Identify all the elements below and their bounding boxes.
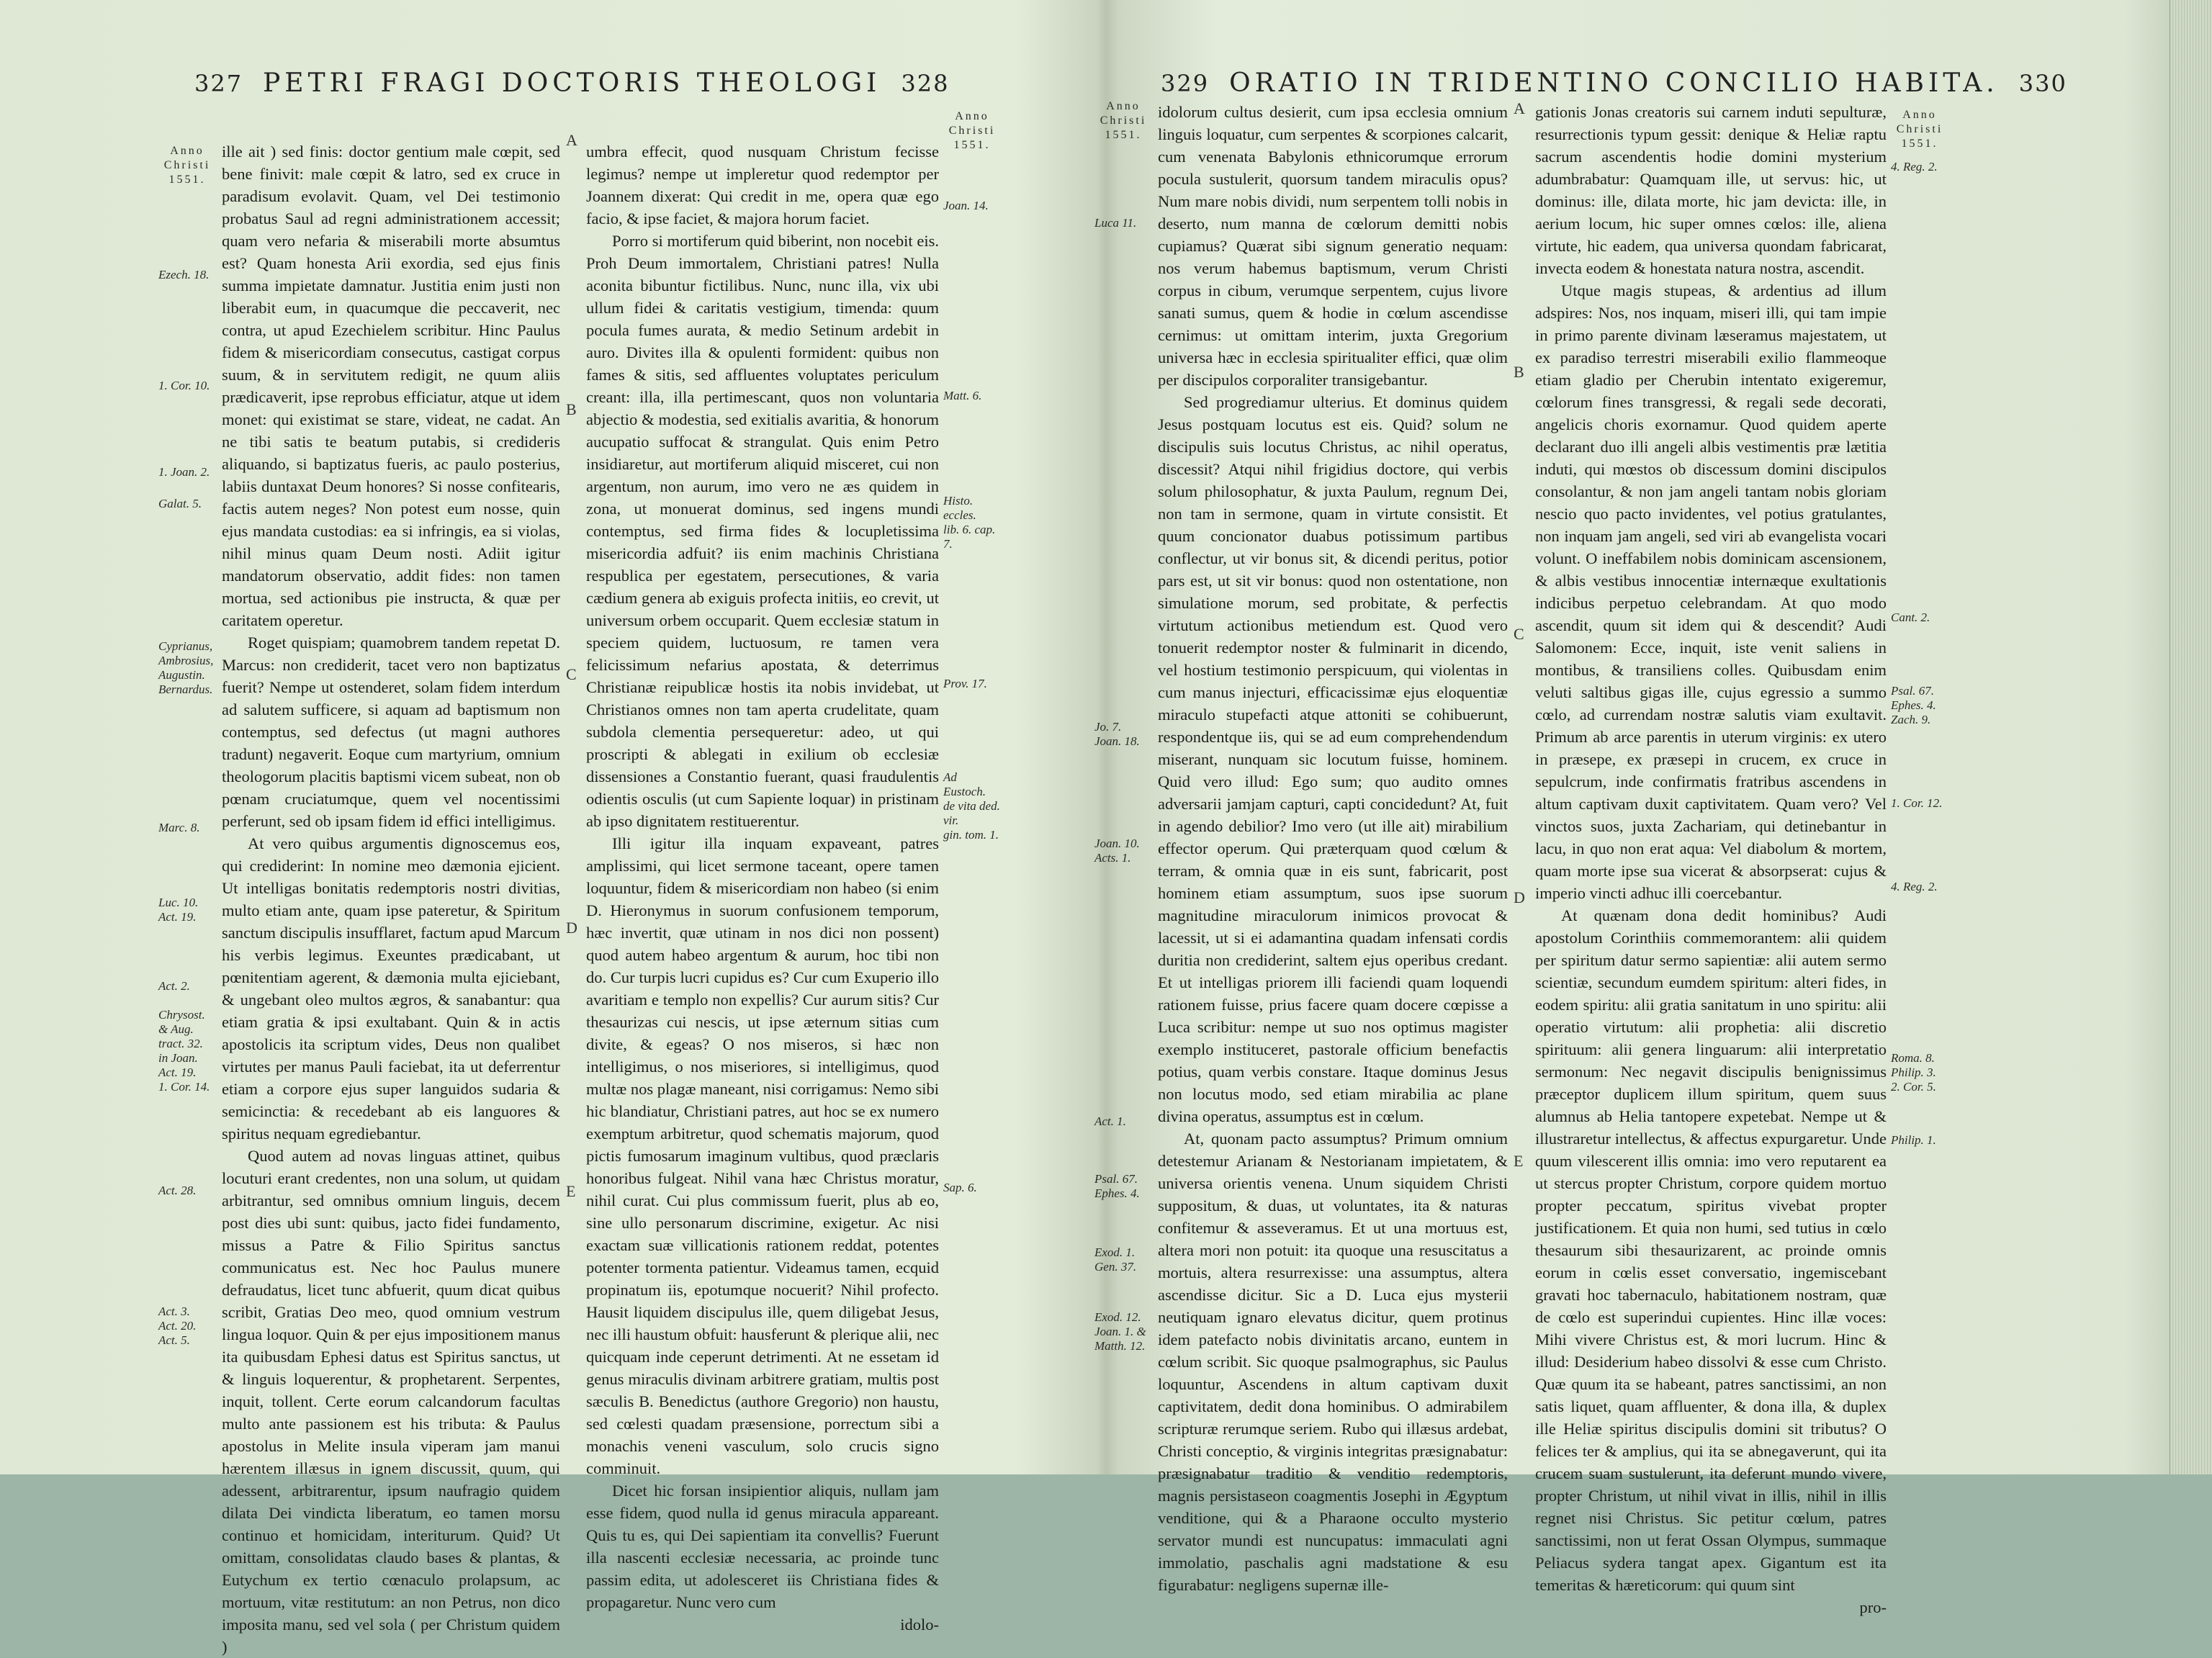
- paragraph: ille ait ) sed finis: doctor gentium male cœpit, sed bene finivit: male cœpit & latro, sed ex cruce in paradisum evolavit. Quam, vel Dei testimonio probatus Saul ad regni administrationem accessit; quam vero nefaria & miserabili morte absumtus est? Quam honesta Arii exordia, sed ejus finis summa impietate damnatur. Justitia enim justi non liberabit eum, in quacumque die peccaverit, nec contra, ut apud Ezechielem scribitur. Hinc Paulus fidem & misericordiam consecutus, castigat corpus suum, & in servitutem redigit, ne quum aliis prædicaverit, ipse reprobus efficiatur, atque ut idem monet: qui existimat se stare, videat, ne cadat. An ne tibi satis te beatum putabis, si credideris aliquando, si baptizatus fueris, ac paulo posterius, labiis duntaxat Deum honores? Si nosse confitearis, factis autem neges? Non potest eum nosse, quin ejus mandata custodias: ea si infringis, ea si violas, nihil minus quam Deum nosti. Adiit igitur mandatorum observatio, addit fides: non tamen mortua, sed actionibus pie instructa, & quæ per caritatem operetur.: [222, 143, 560, 629]
- margin-note: Luca 11.: [1094, 216, 1137, 230]
- section-letter: A: [1514, 99, 1525, 117]
- margin-note: 1. Cor. 12.: [1891, 796, 1943, 810]
- page-fore-edge: [2170, 0, 2212, 1474]
- margin-note: 1. Cor. 10.: [158, 379, 210, 392]
- page-number: 328: [901, 70, 950, 97]
- section-letter: C: [566, 665, 577, 683]
- margin-note: Jo. 7. Joan. 18.: [1094, 720, 1140, 748]
- section-letter: C: [1514, 625, 1524, 643]
- section-letter: B: [566, 400, 577, 418]
- paragraph: At vero quibus argumentis dignoscemus eos, qui crediderint: In nomine meo dæmonia ejicient. Ut intelligas bonitatis redemptoris nostri divitias, multo etiam ante, quam ipse pateretur, & Spiritum sanctum discipulis insufflaret, factum apud Marcum his verbis legimus. Exeuntes prædicabant, ut pœnitentiam agerent, & dæmonia multa ejiciebant, & ungebant oleo multos ægros, & sanabantur: qua etiam gratia & ipsi exultabant. Quin & in actis apostolicis ita scriptum vides, Deus non qualibet virtutes per manus Pauli faciebat, ita ut deferrentur etiam a corpore ejus super languidos sudaria & semicinctia: & recedebant ab eis languores & spiritus nequam egrediebantur.: [222, 834, 560, 1143]
- year-note: Anno Christi 1551.: [948, 110, 996, 151]
- margin-note: Exod. 1. Gen. 37.: [1094, 1245, 1137, 1274]
- year-note: Anno Christi 1551.: [1100, 100, 1147, 141]
- page-number: 329: [1161, 70, 1210, 97]
- section-letter: E: [1514, 1152, 1524, 1170]
- margin-notes-outer: [1891, 0, 1956, 1474]
- catchword: pro-: [1859, 1598, 1887, 1616]
- catchword: idolo-: [900, 1616, 939, 1634]
- text-column-1: [1158, 101, 1508, 1594]
- margin-note: Matt. 6.: [943, 389, 982, 402]
- section-letter: A: [566, 131, 577, 149]
- paragraph: At, quonam pacto assumptus? Primum omnium detestemur Arianam & Nestorianam impietatem, & universa orientis venena. Unum siquidem Christi suppositum, & duas, ut voluntates, ita & naturas confitemur & asseveramus. Et ut una mortuus est, altera mori non potuit: ita quoque una resuscitatus a mortuis, altera resurrexisse: una assumptus, altera ascendisse dicitur. Sic a D. Luca ejus mysterii neutiquam ignaro elevatus dicitur, quem protinus idem patefacto nobis divinitatis arcano, euntem in cœlum scribit. Sic quoque psalmographus, sic Paulus loquuntur, Ascendens in altum captivam duxit captivitatem, dedit dona hominibus. O admirabilem scripturæ rerumque seriem. Rubo qui illæsus ardebat, Christi conceptio, & virginis integritas præsignabatur: præsignabatur traditio & venditio redemptoris, magnis persistaseon coagmentis Josephi in Ægyptum venditione, qui & a Pharaone occulto mysterio servator mundi est nuncupatus: immaculati agni immolatio, paschalis agni madstatione & esu figurabatur: negligens supernæ ille-: [1158, 1130, 1508, 1594]
- year-note: Anno Christi 1551.: [163, 145, 211, 186]
- paragraph: Illi igitur illa inquam expaveant, patres amplissimi, qui licet sermone taceant, opere tamen loquuntur, fidem & misericordiam non habeo (si enim D. Hieronymus in suorum confusionem temporum, hæc invertit, quæ utinam in nos dici non possent) quod autem habeo argentum & aurum, hoc tibi non do. Cur turpis lucri cupidus es? Cur cum Exuperio illo avaritiam e templo non expellis? Cur aurum sitis? Cur thesaurizas cui nescis, ut ipse æternum sitias cum divite, & egeas? O nos miseros, si hæc non intelligimus, o nos miseriores, si intelligimus, quod multæ nos plagæ maneant, nisi corrigamus: Nemo sibi hic blandiatur, Christiani patres, aut hoc se ex numero exemptum arbitretur, quod schematis majorum, quod pictis fumosarum imaginum vultibus, quod præclaris honoribus fulgeat. Nihil vana hæc Christus moratur, nihil curat. Cui plus commissum fuerit, plus ab eo, sine ullo personarum discrimine, exigetur. Ac nisi exactam suæ villicationis rationem reddat, potentes potenter tormenta patientur. Videamus tamen, ecquid propinatum iis, epotumque nocuerit? Nihil profecto. Hausit liquidem discipulus ille, quem diligebat Jesus, nec illi haustum obfuit: hausferunt & plerique alii, nec quicquam inde ceperunt detrimenti. At ne essetam id genus miraculis divinam arbitrere gratiam, multis post sæculis B. Benedictus (authore Gregorio) non haustu, sed cœlesti quadam præsensione, porrectum sibi a monachis veneni vasculum, solo crucis signo comminuit.: [586, 834, 939, 1477]
- margin-note: Ad Eustoch. de vita ded. vir. gin. tom. 1.: [943, 770, 1000, 842]
- margin-note: Luc. 10. Act. 19.: [158, 896, 199, 924]
- running-title: ORATIO IN TRIDENTINO CONCILIO HABITA.: [1229, 68, 1999, 98]
- margin-note: Joan. 14.: [943, 199, 989, 212]
- margin-note: Ezech. 18.: [158, 268, 210, 281]
- left-page: [0, 0, 1066, 1656]
- section-letter: B: [1514, 363, 1524, 381]
- page-number: 330: [2018, 70, 2067, 97]
- margin-note: Psal. 67. Ephes. 4. Zach. 9.: [1891, 684, 1936, 726]
- text-column-2: [1535, 101, 1887, 1616]
- paragraph: Quod autem ad novas linguas attinet, quibus locuturi erant credentes, non una solum, ut quidam arbitrantur, sed omnibus omnium linguis, decem post dies ubi sunt: quibus, jacto fidei fundamento, missus a Patre & Filio Spiritus sanctus communicatus est. Nec hoc Paulus munere defraudatus, licet tunc abfuerit, quum dicat quibus scribit, Gratias Deo meo, quod omnium vestrum lingua loquor. Quin & per ejus impositionem manus ita quibusdam Ephesi datus est Spiritus sanctus, ut & linguis loquerentur, & prophetarent. Serpentes, inquit, tollent. Certe eorum calcandorum facultas multo ante passionem est his tributa: & Paulus apostolus in Melite insula viperam jam manui hærentem illæsus in ignem discussit, quum, qui adessent, arbitrarentur, ipsum naufragio quidem dilata Dei vindicta liberatum, eo tamen morsu continuo et homicidam, interiturum. Quid? Ut omittam, consolidatas claudo bases & plantas, & Eutychum ex tertio cœnaculo prolapsum, ac mortuum, vitæ restitutum: an non Petrus, non dico imposita manu, sed vel sola ( per Christum quidem ): [222, 1147, 560, 1656]
- margin-note: Act. 28.: [158, 1184, 197, 1197]
- margin-note: Chrysost. & Aug. tract. 32. in Joan. Act. 19. 1. Cor. 14.: [158, 1008, 210, 1094]
- section-letter: D: [566, 919, 577, 937]
- paragraph: Porro si mortiferum quid biberint, non nocebit eis. Proh Deum immortalem, Christiani patres! Nulla aconita bibuntur fictilibus. Nunc, nunc illa, vix ubi ullum fidei & caritatis vestigium, timenda: quum pocula fumes aurata, & medio Setinum ardebit in auro. Divites illa & opulenti formident: quibus non fames & sitis, sed affluentes voluptates periculum creant: illa, illa pertimescant, quos non voluntaria abjectio & modestia, sed exitialis avaritia, & honorum aucupatio suffocat & strangulat. Quis enim Petro insidiaretur, aut mortiferum aliquid misceret, cui non argentum, non aurum, imo vero ne æs quidem in zona, ut monuerat dominus, sed ingens mundi contemptus, sed firma fides & locupletissima misericordia adfuit? iis enim machinis Christiana respublica per egestatem, persecutiones, & varia cædium genera ab exiguis profecta initiis, eo crevit, ut universum orbem occuparit. Quem ecclesiæ statum in speciem quidem, luctuosum, re tamen vera felicissimum nefarius apostata, & deterrimus Christianæ reipublicæ hostis ita nobis invidebat, ut Christianos omnes non tam aperta crudelitate, quam subdola clementia persequeretur: adeo, ut qui proscripti & ablegati in exilium ob ecclesiæ dissensiones a Constantio fuerant, quasi fraudulentis odientis osculis (ut cum Sapiente loquar) in pristinam ab ipso dignitatem restituerentur.: [586, 232, 939, 830]
- margin-note: 1. Joan. 2.: [158, 465, 210, 479]
- paragraph: Sed progrediamur ulterius. Et dominus quidem Jesus postquam locutus est eis. Quid? solum ne discipulis suis locutus Christus, ac nihil operatus, discessit? Atqui nihil frigidius doctore, qui verbis solum philosophatur, & juxta Paulum, regnum Dei, non tam in sermone, quam in virtute consistit. Et quum concionator duabus potissimum partibus conflectur, ut vir bonus sit, & dicendi peritus, potior pars est, ut sit vir bonus: quod non ostentatione, non simulatione morum, sed probitate, & perfectis virtutum actionibus metiendum est. Quod vero tonuerit redemptor noster & fulminarit in dicendo, vel hostium testimonio perspicuum, qui violentas in cum manus injecturi, efficacissimæ ejus eloquentiæ miraculo stupefacti atque attoniti se cohibuerunt, respondentque iis, qui se ad eum comprehendendum miserant, nunquam sic locutum fuisse, hominem. Quid vero illud: Ego sum; quo audito omnes adversarii jamjam capturi, capti concidedunt? At, fuit in agendo debilior? Imo vero (ut ille ait) mirabilium effector operum. Qui præterquam quod cœlum & terram, & omnia quæ in eis sunt, fabricarit, post hominem etiam assumptum, suos ipse suorum magnitudine miraculorum inimicos provocat & lacessit, ut si ei adamantina quadam infensati cordis duritia non crediderint, saltem ejus operibus credant. Et ut intelligas priorem illi faciendi quam loquendi rationem fuisse, prius facere quam docere cœpisse a Luca scribitur: nempe ut suo nos optimus magister exemplo instituceret, pastorale officium benefactis potius, quam verbis constare. Itaque dominus Jesus non locutus modo, sed etiam mirabilia ac plane divina operatus, assumptus est in cœlum.: [1158, 393, 1508, 1125]
- margin-note: Marc. 8.: [158, 821, 200, 834]
- margin-note: Roma. 8. Philip. 3. 2. Cor. 5.: [1891, 1051, 1936, 1094]
- margin-note: Philip. 1.: [1891, 1133, 1936, 1147]
- margin-note: Cant. 2.: [1891, 611, 1930, 624]
- running-title: PETRI FRAGI DOCTORIS THEOLOGI: [263, 68, 881, 98]
- paragraph: umbra effecit, quod nusquam Christum fecisse legimus? nempe ut impleretur quod redemptor per Joannem dixerat: Qui credit in me, opera quæ ego facio, & ipse faciet, & majora horum faciet.: [586, 143, 939, 227]
- running-header-left: [194, 68, 949, 112]
- margin-note: Joan. 10. Acts. 1.: [1094, 837, 1140, 865]
- paragraph: Dicet hic forsan insipientior aliquis, nullam jam esse fidem, quod nulla id genus miracula appareant. Quis tu es, qui Dei sapientiam ita convellis? Fuerunt illa nascenti ecclesiæ necessaria, ac proinde tunc passim edita, ut adolesceret iis Christiana fides & propagaretur. Nunc vero cum: [586, 1482, 939, 1611]
- margin-note: 4. Reg. 2.: [1891, 880, 1938, 893]
- margin-note: 4. Reg. 2.: [1891, 160, 1938, 174]
- text-column-2: [586, 140, 939, 1634]
- paragraph: Roget quispiam; quamobrem tandem repetat D. Marcus: non crediderit, tacet vero non baptizatus fuerit? Nempe ut ostenderet, solam fidem interdum ad salutem sufficere, si aquam ad baptismum non contemptus, sed defectus (ut magni authores tradunt) negaverit. Eoque cum martyrium, omnium theologorum placitis baptismi vicem subeat, non ob pœnam cruciatumque, quem vel nocentissimi perferunt, sed ob ipsam fidem id effici intelligimus.: [222, 634, 560, 830]
- paragraph: idolorum cultus desierit, cum ipsa ecclesia omnium linguis loquatur, cum serpentes & scorpiones calcarit, cum venenata Babylonis ethnicorumque errorum pocula sustulerit, quorsum tandem miraculis opus? Num mare nobis dividi, num serpentem tolli nobis in deserto, num manna de cœlorum demitti nobis cupiamus? Quærat sibi signum generatio nequam: nos verum habemus baptismum, verum Christi corpus in cibum, verumque serpentem, cujus livore sanati sumus, quem & hodie in cœlum ascendisse cernimus: ut omittam interim, juxta Gregorium universa hæc in ecclesia spiritualiter effici, quæ olim per discipulos corporaliter transigebantur.: [1158, 103, 1508, 389]
- margin-notes-inner: [1094, 0, 1159, 1474]
- section-letter: D: [1514, 888, 1525, 906]
- margin-note: Prov. 17.: [943, 677, 987, 690]
- paragraph: Utque magis stupeas, & ardentius ad illum adspires: Nos, nos inquam, miseri illi, qui tam impie in primo parente divinam læseramus majestatem, ut ex paradiso terrestri miserabili exilio flammeoque etiam gladio per Cherubin intentato exigeremur, cœlorum fines transgressi, & regali sede decorati, angelicis choris exornamur. Quod quidem aperte declarant duo illi angeli albis vestimentis præ lætitia induti, qui mœstos ob discessum domini discipulos consolantur, & non jam angeli tantam nobis gloriam nescio quo pacto invidentes, vel potius gratulantes, non inquam jam angeli, sed viri ab evangelista vocari volunt. O ineffabilem nobis dominicam ascensionem, & albis vestibus innocentiæ internæque exultationis indicibus perpetuo celebrandam. At quo modo ascendit, quum sit idem qui & descendit? Audi Salomonem: Ecce, inquit, iste venit saliens in montibus, & transiliens colles. Quibusdam enim veluti saltibus gigas ille, cujus egressio a summo cœlo, ad currendam nostræ salutis viam exultavit. Primum ab arce parentis in uterum virginis: ex utero in præsepe, ex præsepi in crucem, ex cruce in sepulcrum, inde confirmatis fratribus ascendens in altum captivam duxit captivitatem. Quam vero? Vel vinctos suos, juxta Zachariam, qui detinebantur in lacu, in quo non erat aqua: Vel diabolum & mortem, quam morte ipse sua vicerat & absorpserat: cujus & imperio vincti adhuc illi coercebantur.: [1535, 281, 1887, 902]
- margin-notes-outer: [158, 0, 223, 1474]
- margin-note: Sap. 6.: [943, 1181, 977, 1194]
- margin-note: Exod. 12. Joan. 1. & Matth. 12.: [1094, 1310, 1146, 1353]
- margin-note: Act. 1.: [1094, 1114, 1126, 1128]
- right-page: [1094, 0, 2167, 1616]
- margin-note: Cyprianus, Ambrosius, Augustin. Bernardus.: [158, 639, 214, 696]
- section-letter: E: [566, 1182, 576, 1200]
- margin-note: Act. 2.: [158, 979, 190, 993]
- text-column-1: [222, 140, 560, 1656]
- paragraph: At quænam dona dedit hominibus? Audi apostolum Corinthiis commemorantem: alii quidem per spiritum datur sermo sapientiæ: alii autem sermo scientiæ, secundum eumdem spiritum: alteri fides, in eodem spiritu: alii gratia sanitatum in uno spiritu: alii operatio virtutum: alii prophetia: alii discretio spirituum: alii genera linguarum: alii interpretatio sermonum: Nec negavit discipulis benignissimus præceptor duplicem illum spiritum, quem suus alumnus ab Helia tantopere expetebat. Nempe ut & illustraretur intellectus, & affectus expurgaretur. Unde quum vilescerent illis omnia: imo vero reputarent ea ut stercus propter Christum, corpore quidem mortuo propter peccatum, spiritus vivebat propter justificationem. Et quia non humi, sed tutius in cœlo thesaurum sibi thesaurizarent, ac proinde omnis eorum in cœlis esset conversatio, ingemiscebant gravati hoc tabernaculo, habitationem nostram, quæ de cœlo est superindui cupientes. Hinc illæ voces: Mihi vivere Christus est, & mori lucrum. Hinc & illud: Desiderium habeo dissolvi & esse cum Christo. Quæ quum ita se habeant, patres sanctissimi, an non satis liquet, quam affluenter, & dona illa, & duplex ille Heliæ spiritus discipulis domini sit tributus? O felices ter & amplius, qui ita se abnegaverunt, qui ita crucem suam sustulerunt, ita deferunt mundo vivere, propter Christum, ut nihil vivat in illis, nihil in illis regnet nisi Christus. Sic petitur cœlum, patres sanctissimi, non ut ferat Ossan Olympus, summaque Peliacus sydera tangat apex. Gigantum est ita temeritas & hæreticorum: qui quum sint: [1535, 906, 1887, 1594]
- margin-note: Galat. 5.: [158, 497, 202, 510]
- margin-note: Psal. 67. Ephes. 4.: [1094, 1172, 1140, 1200]
- year-note: Anno Christi 1551.: [1896, 109, 1943, 150]
- margin-note: Act. 3. Act. 20. Act. 5.: [158, 1305, 197, 1347]
- margin-notes-inner: [943, 0, 1008, 1474]
- margin-note: Histo. eccles. lib. 6. cap. 7.: [943, 494, 996, 551]
- page-number: 327: [194, 70, 243, 97]
- paragraph: gationis Jonas creatoris sui carnem induti sepulturæ, resurrectionis typum gessit: denique & Heliæ raptu sacrum ascendentis hodie domini mysterium adumbrabatur: Quamquam ille, ut servus: hic, ut dominus: ille, dilata morte, hic jam devicta: ille, in aerium locum, hic super omnes cœlos: ille, aliena virtute, hic eadem, qua universa quondam fabricarat, invecta eodem & honestata natura nostra, ascendit.: [1535, 103, 1887, 277]
